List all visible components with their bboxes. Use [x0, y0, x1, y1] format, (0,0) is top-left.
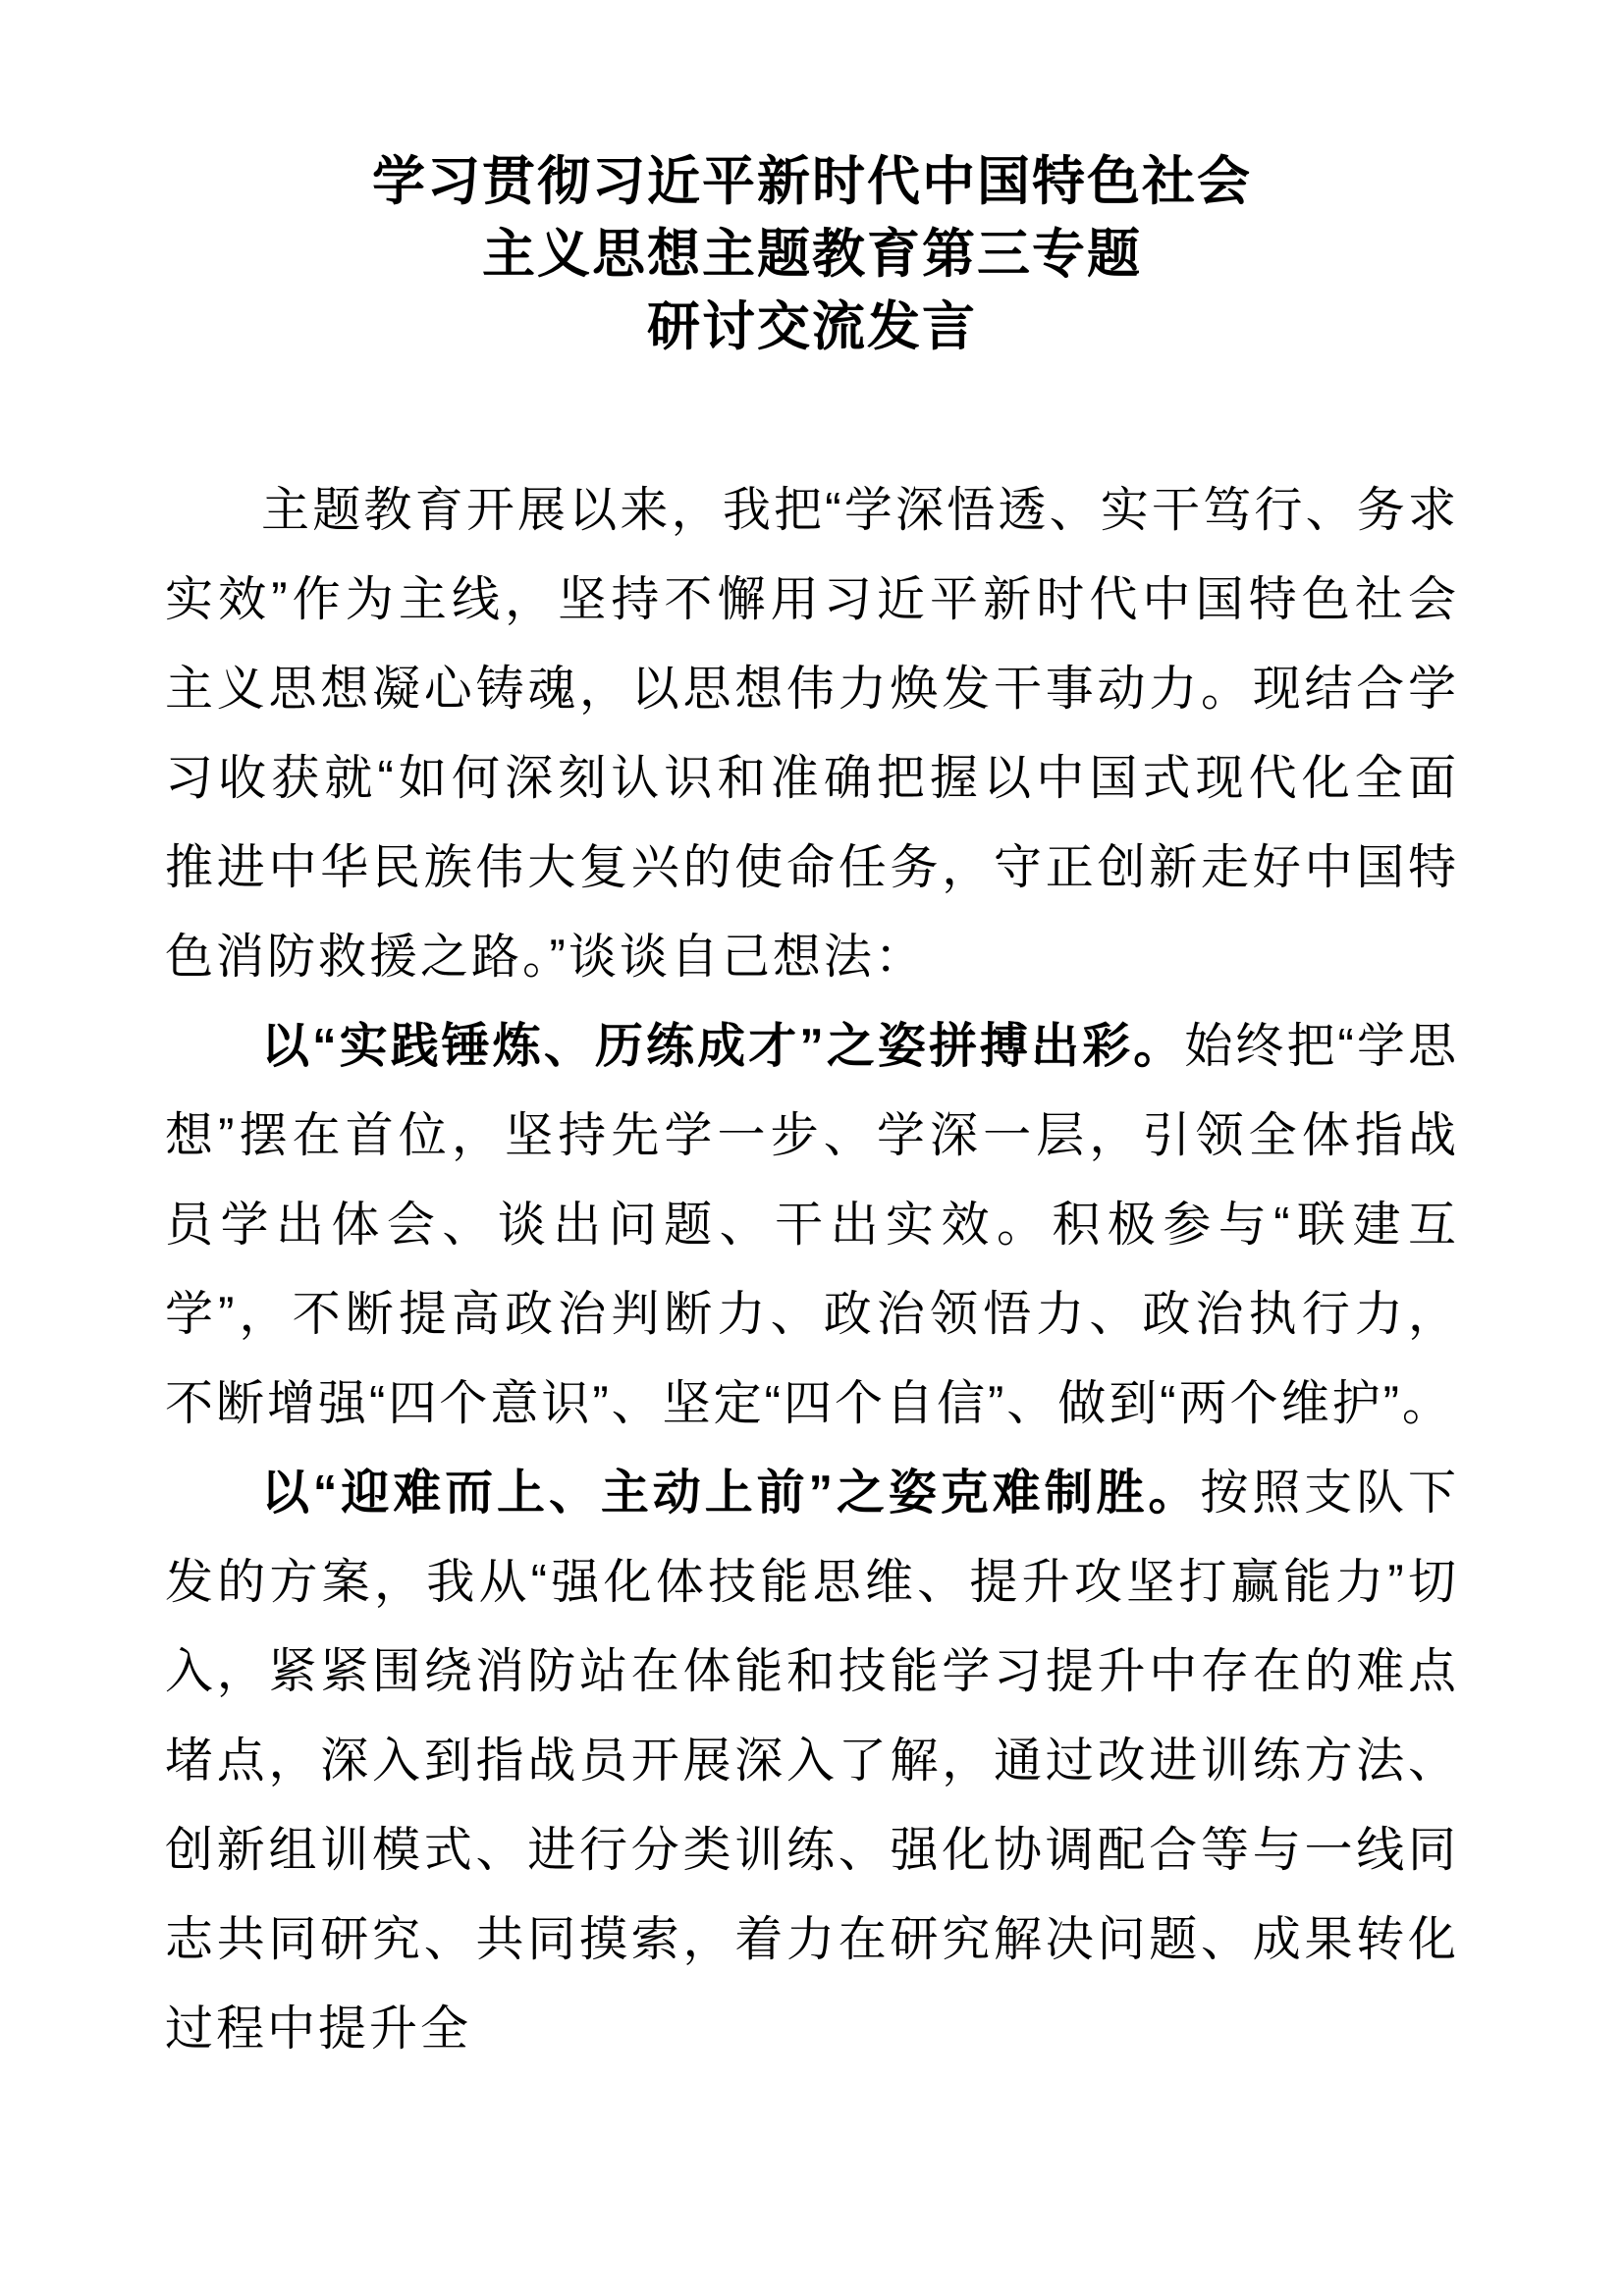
paragraph-1-text: 主题教育开展以来，我把“学深悟透、实干笃行、务求实效”作为主线，坚持不懈用习近平新时代中国特色社会主义思想凝心铸魂，以思想伟力焕发干事动力。现结合学习收获就“如何深刻认识和准确把握以中国式现代化全面推进中华民族伟大复兴的使命任务，守正创新走好中国特色消防救援之路。”谈谈自己想法：: [165, 484, 1459, 984]
paragraph-3-text: 按照支队下发的方案，我从“强化体技能思维、提升攻坚打赢能力”切入，紧紧围绕消防站在体能和技能学习提升中存在的难点堵点，深入到指战员开展深入了解，通过改进训练方法、创新组训模式、进行分类训练、强化协调配合等与一线同志共同研究、共同摸索，着力在研究解决问题、成果转化过程中提升全: [165, 1467, 1459, 2056]
document-body: [165, 466, 1459, 2074]
paragraph-3: [165, 1449, 1459, 2074]
title-line-1: 学习贯彻习近平新时代中国特色社会: [372, 152, 1252, 211]
title-line-3: 研讨交流发言: [647, 297, 977, 356]
document-title: [165, 145, 1459, 363]
paragraph-3-lead: 以“迎难而上、主动上前”之姿克难制胜。: [261, 1467, 1201, 1520]
paragraph-2-lead: 以“实践锤炼、历练成才”之姿拼搏出彩。: [261, 1020, 1185, 1073]
paragraph-1: [165, 466, 1459, 1002]
title-line-2: 主义思想主题教育第三专题: [482, 225, 1142, 284]
paragraph-2: [165, 1002, 1459, 1449]
paragraph-2-text: 始终把“学思想”摆在首位，坚持先学一步、学深一层，引领全体指战员学出体会、谈出问题、干出实效。积极参与“联建互学”，不断提高政治判断力、政治领悟力、政治执行力，不断增强“四个意识”、坚定“四个自信”、做到“两个维护”。: [165, 1020, 1459, 1430]
